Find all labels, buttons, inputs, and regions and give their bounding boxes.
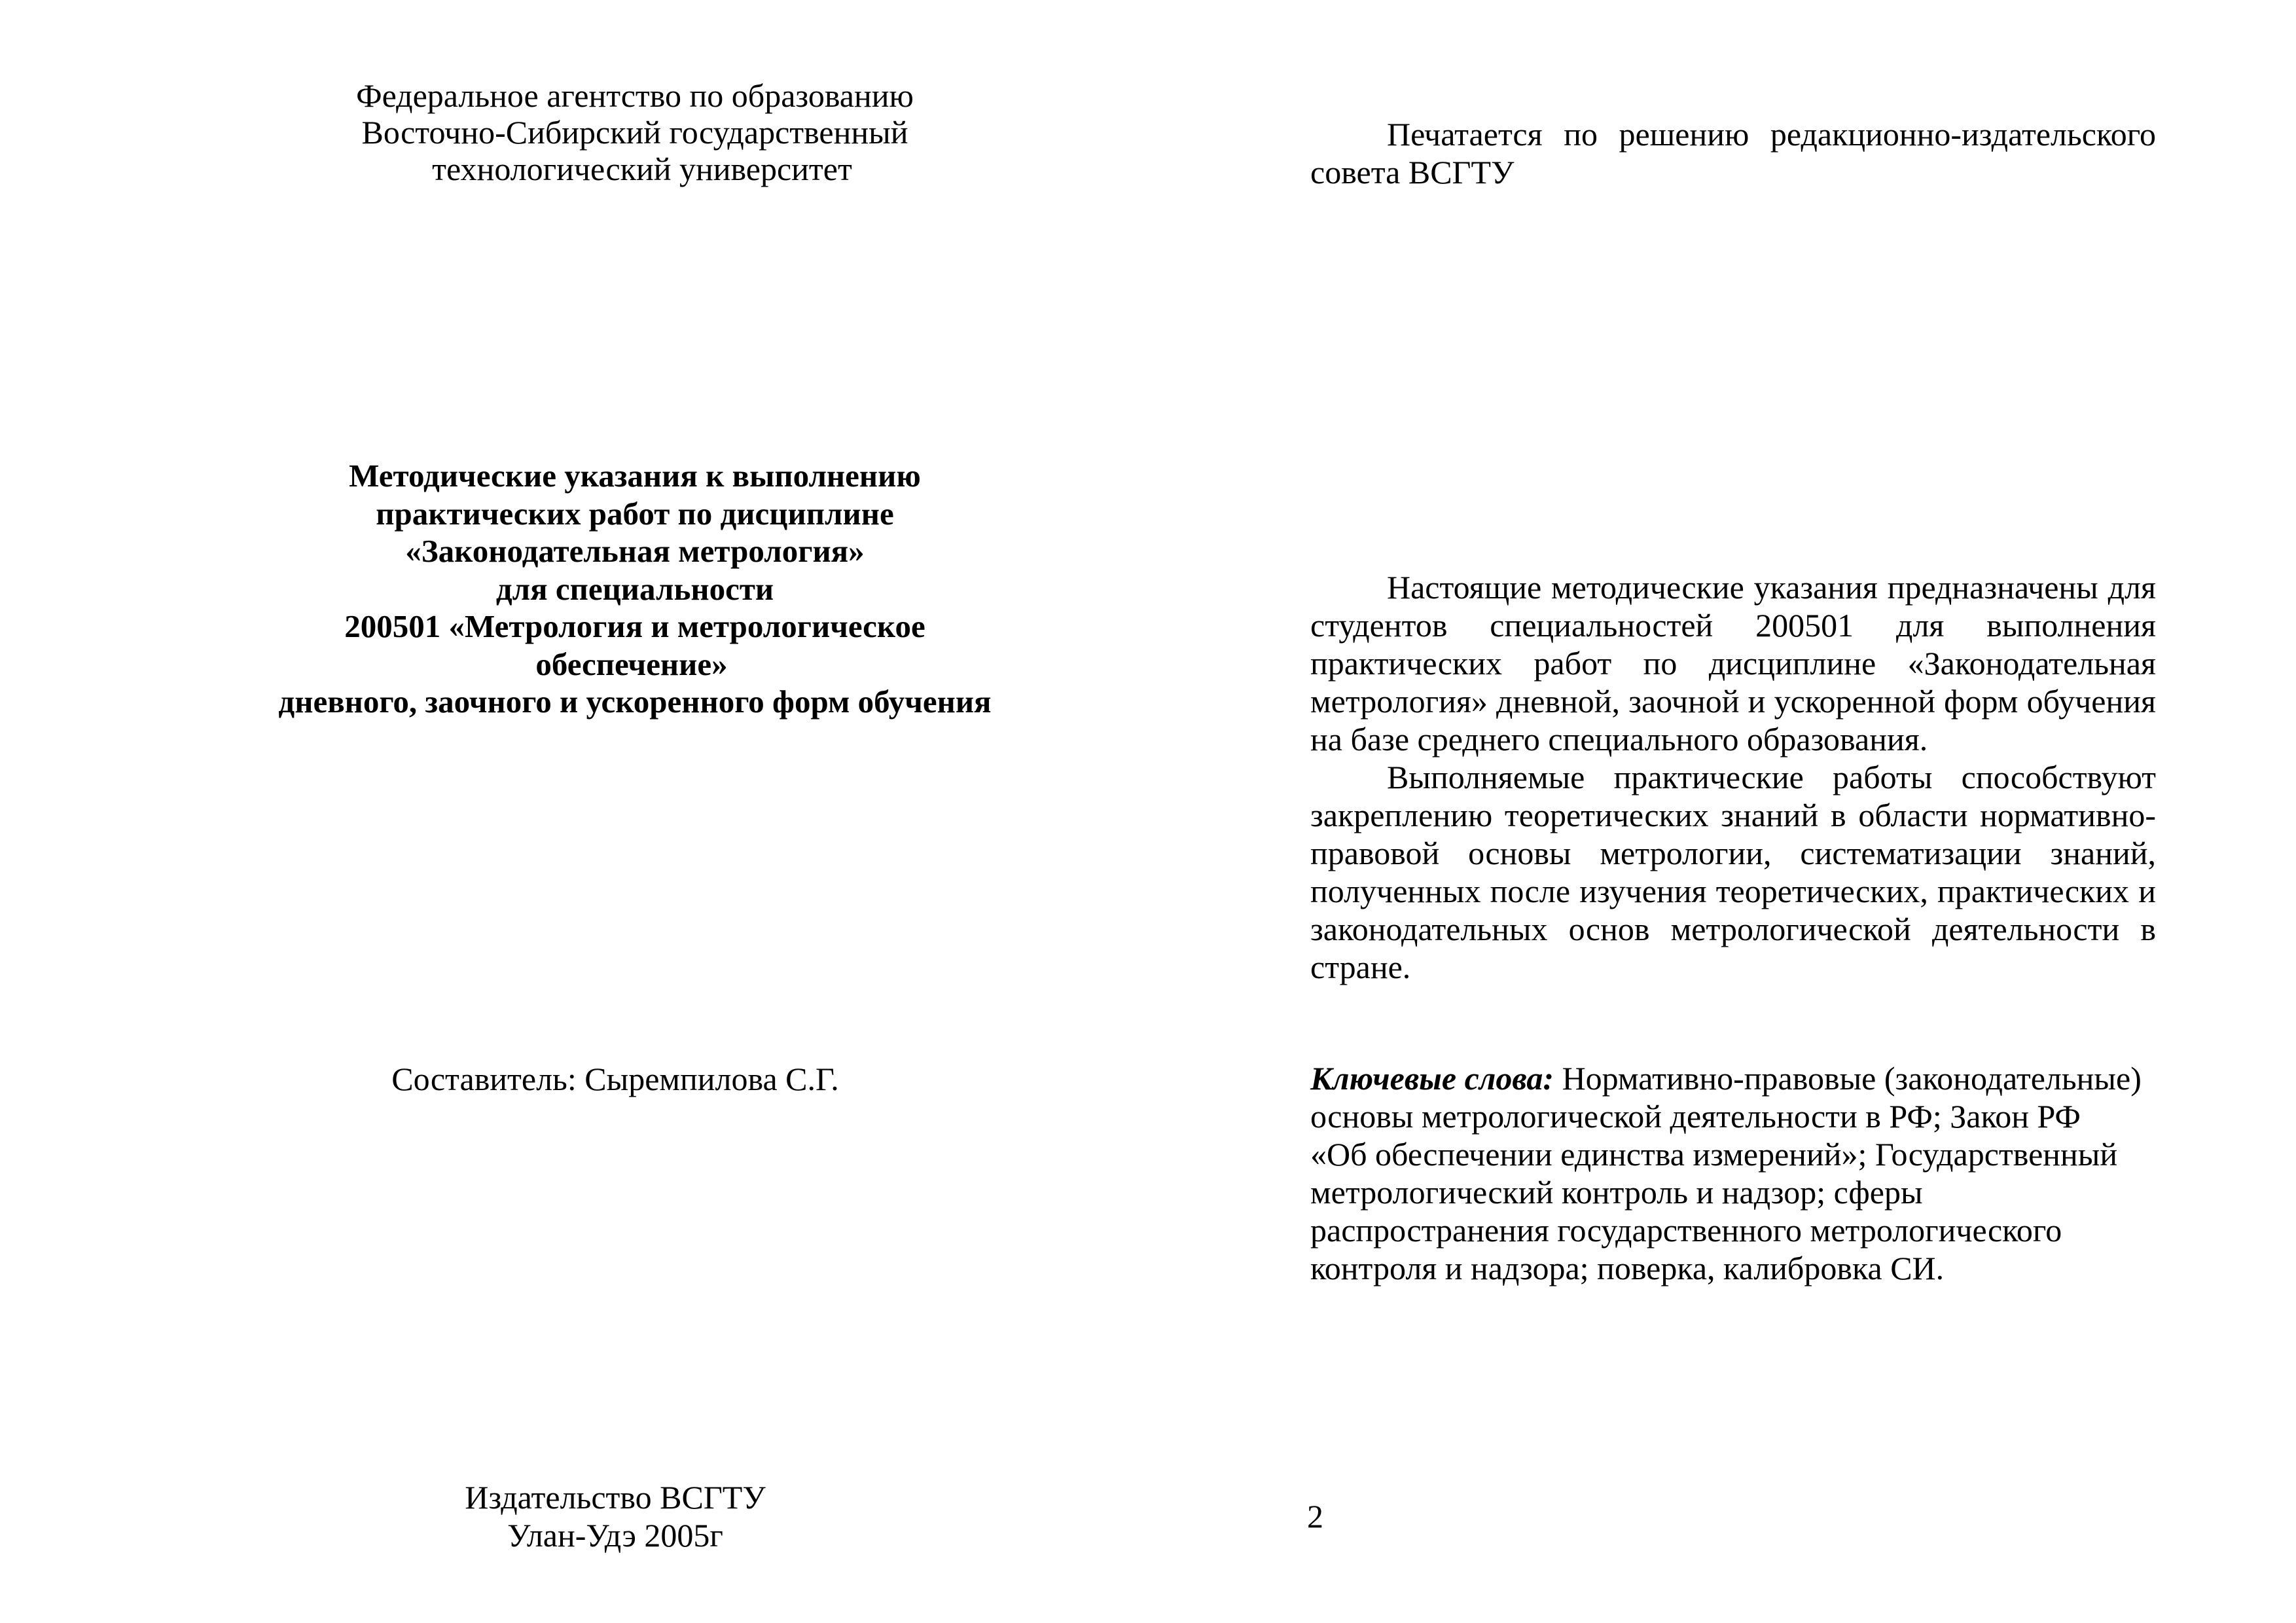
imprint-note: [1310, 115, 2156, 191]
keywords-line: метрологический контроль и надзор; сферы: [1310, 1174, 1923, 1211]
publisher-name: Издательство ВСГТУ: [465, 1479, 766, 1516]
annotation-paragraph: Настоящие методические указания предназначены для студентов специальностей 200501 для выполнения практических работ по дисциплине «Законодательная метрология» дневной, заочной и ускоренной форм обучения на базе среднего специального образования.: [1310, 569, 2156, 757]
keywords-line: распространения государственного метрологического: [1310, 1212, 2062, 1249]
keywords-line: [1310, 1059, 2168, 1097]
imprint-text: Печатается по решению редакционно-издательского совета ВСГТУ: [1310, 116, 2156, 191]
keywords-line: контроля и надзора; поверка, калибровка СИ.: [1310, 1250, 1945, 1286]
document-title: [190, 457, 1080, 721]
compiler-credit: Составитель: Сыремпилова С.Г.: [391, 1061, 839, 1097]
keywords-label: Ключевые слова:: [1310, 1060, 1554, 1097]
publisher-info: [386, 1478, 844, 1554]
keywords-line: «Об обеспечении единства измерений»; Государственный: [1310, 1136, 2118, 1173]
organization-line: Восточно-Сибирский государственный: [361, 114, 908, 151]
organization-header: [255, 77, 1014, 187]
title-line: практических работ по дисциплине: [376, 495, 894, 532]
keywords-block: [1310, 1059, 2168, 1287]
title-line: «Законодательная метрология»: [405, 533, 865, 569]
keywords-text: Нормативно-правовые (законодательные): [1554, 1060, 2142, 1097]
publisher-city-year: Улан-Удэ 2005г: [507, 1517, 723, 1554]
annotation: [1310, 568, 2156, 986]
title-line: 200501 «Метрология и метрологическое: [344, 608, 925, 644]
title-line: обеспечение»: [535, 646, 728, 682]
organization-line: Федеральное агентство по образованию: [356, 77, 914, 114]
keywords-line: основы метрологической деятельности в РФ; Закон РФ: [1310, 1098, 2081, 1135]
organization-line: технологический университет: [432, 151, 852, 187]
title-line: для специальности: [495, 570, 774, 607]
title-line: дневного, заочного и ускоренного форм обучения: [278, 684, 992, 720]
page-number: 2: [1307, 1498, 1323, 1535]
annotation-paragraph: Выполняемые практические работы способствуют закреплению теоретических знаний в области нормативно-правовой основы метрологии, систематизации знаний, полученных после изучения теоретических, практических и законодательных основ метрологической деятельности в стране.: [1310, 759, 2156, 985]
title-line: Методические указания к выполнению: [349, 458, 921, 494]
right-page: [1148, 0, 2296, 1623]
